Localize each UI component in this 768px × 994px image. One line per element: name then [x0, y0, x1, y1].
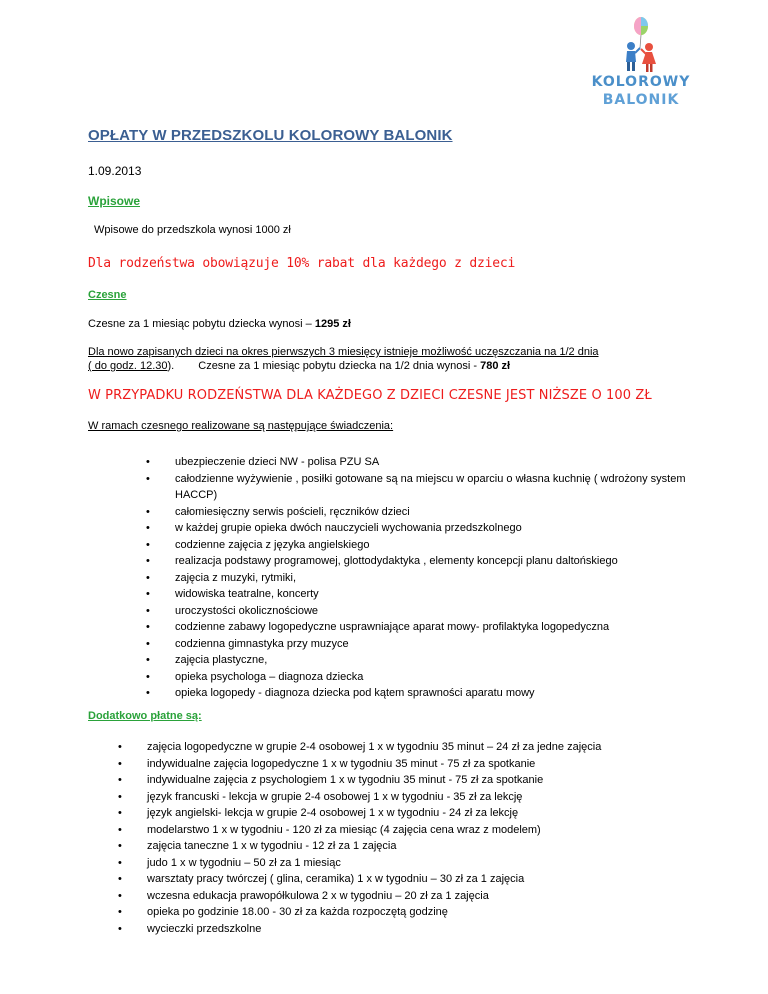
list-item: • uroczystości okolicznościowe	[175, 603, 720, 620]
logo-word-balonik: BALONIK	[602, 92, 680, 108]
list-item: • indywidualne zajęcia z psychologiem 1 x w tygodniu 35 minut - 75 zł za spotkanie	[147, 772, 707, 789]
list-item: • codzienne zabawy logopedyczne usprawniające aparat mowy- profilaktyka logopedyczna	[175, 619, 720, 636]
list-item: • opieka logopedy - diagnoza dziecka pod kątem sprawności aparatu mowy	[175, 685, 720, 702]
half-day-fee-amount: 780 zł	[480, 360, 511, 372]
section-heading-wpisowe: Wpisowe	[88, 194, 141, 208]
logo-word-kolorowy: KOLOROWY	[591, 74, 691, 90]
list-item: • ubezpieczenie dzieci NW - polisa PZU SA	[175, 454, 720, 471]
czesne-fee-amount: 1295 zł	[314, 318, 351, 330]
list-item: • modelarstwo 1 x w tygodniu - 120 zł za miesiąc (4 zajęcia cena wraz z modelem)	[147, 822, 707, 839]
list-item: • zajęcia plastyczne,	[175, 652, 720, 669]
list-item: • całodzienne wyżywienie , posiłki gotowane są na miejscu w oparciu o własna kuchnię ( wdrożony system HACCP)	[175, 471, 720, 504]
half-day-option-line1: Dla nowo zapisanych dzieci na okres pierwszych 3 miesięcy istnieje możliwość uczęszczania na 1/2 dnia	[88, 346, 599, 358]
list-item: • widowiska teatralne, koncerty	[175, 586, 720, 603]
list-item: • codzienne zajęcia z języka angielskiego	[175, 537, 720, 554]
half-day-hour-close: ).	[167, 360, 175, 372]
czesne-monthly-fee	[88, 318, 351, 330]
list-item: • zajęcia logopedyczne w grupie 2-4 osobowej 1 x w tygodniu 35 minut – 24 zł za jedne zajęcia	[147, 739, 707, 756]
list-item: • indywidualne zajęcia logopedyczne 1 x w tygodniu 35 minut - 75 zł za spotkanie	[147, 756, 707, 773]
page-title: OPŁATY W PRZEDSZKOLU KOLOROWY BALONIK	[88, 127, 453, 144]
list-item: • całomiesięczny serwis pościeli, ręczników dzieci	[175, 504, 720, 521]
wpisowe-text: Wpisowe do przedszkola wynosi 1000 zł	[94, 224, 291, 236]
list-item: • w każdej grupie opieka dwóch nauczycieli wychowania przedszkolnego	[175, 520, 720, 537]
section-heading-dodatkowo: Dodatkowo płatne są:	[88, 710, 202, 722]
czesne-fee-label: Czesne za 1 miesiąc pobytu dziecka wynosi –	[88, 318, 315, 330]
list-item: • opieka psychologa – diagnoza dziecka	[175, 669, 720, 686]
document-date: 1.09.2013	[88, 164, 142, 178]
list-item: • wycieczki przedszkolne	[147, 921, 707, 938]
list-item: • realizacja podstawy programowej, glottodydaktyka , elementy koncepcji planu daltońskiego	[175, 553, 720, 570]
list-item: • judo 1 x w tygodniu – 50 zł za 1 miesiąc	[147, 855, 707, 872]
list-item: • opieka po godzinie 18.00 - 30 zł za każda rozpoczętą godzinę	[147, 904, 707, 921]
included-services-list	[175, 454, 720, 702]
sibling-discount-note: Dla rodzeństwa obowiązuje 10% rabat dla każdego z dzieci	[88, 256, 516, 271]
half-day-option	[88, 345, 688, 373]
sibling-tuition-note: W PRZYPADKU RODZEŃSTWA DLA KAŻDEGO Z DZIECI CZESNE JEST NIŻSZE O 100 ZŁ	[88, 388, 652, 403]
list-item: • język angielski- lekcja w grupie 2-4 osobowej 1 x w tygodniu - 24 zł za lekcję	[147, 805, 707, 822]
list-item: • warsztaty pracy twórczej ( glina, ceramika) 1 x w tygodniu – 30 zł za 1 zajęcia	[147, 871, 707, 888]
kolorowy-balonik-logo	[586, 16, 696, 114]
half-day-option-line2	[88, 359, 688, 373]
extra-paid-list	[147, 739, 707, 937]
balloon-children-icon	[586, 16, 696, 76]
list-item: • zajęcia taneczne 1 x w tygodniu - 12 zł za 1 zajęcia	[147, 838, 707, 855]
section-heading-czesne: Czesne	[88, 289, 127, 301]
half-day-hour-note: ( do godz. 12.30	[88, 360, 168, 372]
list-item: • codzienna gimnastyka przy muzyce	[175, 636, 720, 653]
half-day-fee-label: Czesne za 1 miesiąc pobytu dziecka na 1/2 dnia wynosi -	[198, 360, 481, 372]
list-item: • język francuski - lekcja w grupie 2-4 osobowej 1 x w tygodniu - 35 zł za lekcję	[147, 789, 707, 806]
included-services-heading: W ramach czesnego realizowane są następujące świadczenia:	[88, 420, 394, 432]
list-item: • zajęcia z muzyki, rytmiki,	[175, 570, 720, 587]
list-item: • wczesna edukacja prawopółkulowa 2 x w tygodniu – 20 zł za 1 zajęcia	[147, 888, 707, 905]
